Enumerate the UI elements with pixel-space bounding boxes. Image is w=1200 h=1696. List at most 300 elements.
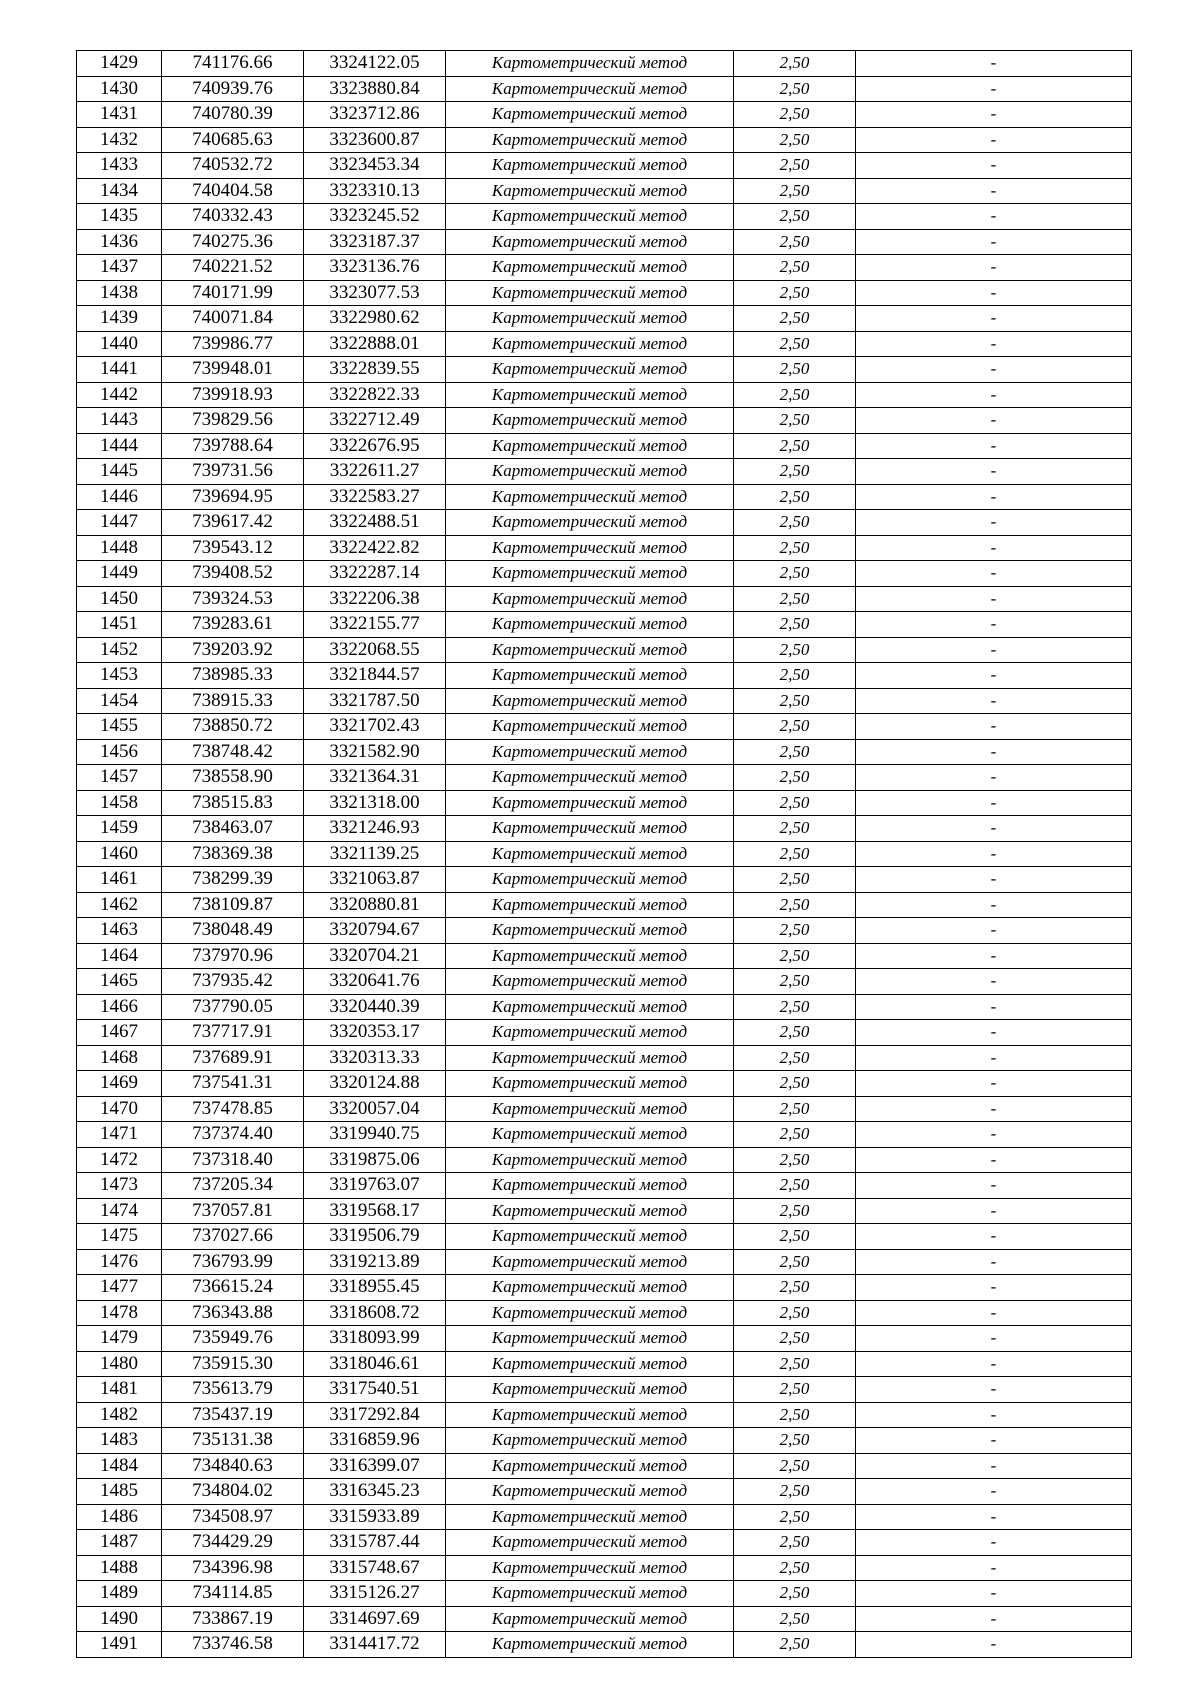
method-cell: Картометрический метод bbox=[446, 1377, 734, 1403]
y-coordinate-cell: 3323245.52 bbox=[304, 204, 446, 230]
point-number-cell: 1446 bbox=[77, 484, 162, 510]
point-number-cell: 1455 bbox=[77, 714, 162, 740]
description-cell: - bbox=[856, 459, 1132, 485]
accuracy-cell: 2,50 bbox=[734, 76, 856, 102]
description-cell: - bbox=[856, 433, 1132, 459]
accuracy-cell: 2,50 bbox=[734, 1351, 856, 1377]
point-number-cell: 1481 bbox=[77, 1377, 162, 1403]
y-coordinate-cell: 3322676.95 bbox=[304, 433, 446, 459]
description-cell: - bbox=[856, 1045, 1132, 1071]
table-row bbox=[77, 994, 1132, 1020]
point-number-cell: 1434 bbox=[77, 178, 162, 204]
point-number-cell: 1450 bbox=[77, 586, 162, 612]
description-cell: - bbox=[856, 484, 1132, 510]
y-coordinate-cell: 3319763.07 bbox=[304, 1173, 446, 1199]
y-coordinate-cell: 3324122.05 bbox=[304, 51, 446, 77]
x-coordinate-cell: 734508.97 bbox=[162, 1504, 304, 1530]
table-row bbox=[77, 102, 1132, 128]
description-cell: - bbox=[856, 1096, 1132, 1122]
accuracy-cell: 2,50 bbox=[734, 1020, 856, 1046]
point-number-cell: 1484 bbox=[77, 1453, 162, 1479]
y-coordinate-cell: 3319568.17 bbox=[304, 1198, 446, 1224]
y-coordinate-cell: 3316859.96 bbox=[304, 1428, 446, 1454]
point-number-cell: 1432 bbox=[77, 127, 162, 153]
x-coordinate-cell: 737205.34 bbox=[162, 1173, 304, 1199]
accuracy-cell: 2,50 bbox=[734, 765, 856, 791]
description-cell: - bbox=[856, 1428, 1132, 1454]
method-cell: Картометрический метод bbox=[446, 204, 734, 230]
method-cell: Картометрический метод bbox=[446, 969, 734, 995]
y-coordinate-cell: 3319875.06 bbox=[304, 1147, 446, 1173]
accuracy-cell: 2,50 bbox=[734, 510, 856, 536]
table-row bbox=[77, 943, 1132, 969]
table-row bbox=[77, 918, 1132, 944]
description-cell: - bbox=[856, 612, 1132, 638]
y-coordinate-cell: 3321702.43 bbox=[304, 714, 446, 740]
point-number-cell: 1456 bbox=[77, 739, 162, 765]
description-cell: - bbox=[856, 688, 1132, 714]
y-coordinate-cell: 3321364.31 bbox=[304, 765, 446, 791]
accuracy-cell: 2,50 bbox=[734, 1377, 856, 1403]
method-cell: Картометрический метод bbox=[446, 612, 734, 638]
x-coordinate-cell: 737935.42 bbox=[162, 969, 304, 995]
description-cell: - bbox=[856, 1071, 1132, 1097]
method-cell: Картометрический метод bbox=[446, 357, 734, 383]
description-cell: - bbox=[856, 867, 1132, 893]
method-cell: Картометрический метод bbox=[446, 1581, 734, 1607]
x-coordinate-cell: 737717.91 bbox=[162, 1020, 304, 1046]
accuracy-cell: 2,50 bbox=[734, 280, 856, 306]
accuracy-cell: 2,50 bbox=[734, 178, 856, 204]
description-cell: - bbox=[856, 1632, 1132, 1658]
point-number-cell: 1491 bbox=[77, 1632, 162, 1658]
method-cell: Картометрический метод bbox=[446, 1198, 734, 1224]
method-cell: Картометрический метод bbox=[446, 1122, 734, 1148]
method-cell: Картометрический метод bbox=[446, 1173, 734, 1199]
accuracy-cell: 2,50 bbox=[734, 459, 856, 485]
point-number-cell: 1453 bbox=[77, 663, 162, 689]
method-cell: Картометрический метод bbox=[446, 714, 734, 740]
y-coordinate-cell: 3320641.76 bbox=[304, 969, 446, 995]
method-cell: Картометрический метод bbox=[446, 1275, 734, 1301]
description-cell: - bbox=[856, 1504, 1132, 1530]
y-coordinate-cell: 3321844.57 bbox=[304, 663, 446, 689]
table-row bbox=[77, 969, 1132, 995]
method-cell: Картометрический метод bbox=[446, 306, 734, 332]
table-row bbox=[77, 408, 1132, 434]
table-row bbox=[77, 331, 1132, 357]
point-number-cell: 1461 bbox=[77, 867, 162, 893]
table-row bbox=[77, 535, 1132, 561]
y-coordinate-cell: 3321787.50 bbox=[304, 688, 446, 714]
method-cell: Картометрический метод bbox=[446, 586, 734, 612]
table-row bbox=[77, 663, 1132, 689]
accuracy-cell: 2,50 bbox=[734, 1504, 856, 1530]
method-cell: Картометрический метод bbox=[446, 255, 734, 281]
table-row bbox=[77, 1224, 1132, 1250]
accuracy-cell: 2,50 bbox=[734, 1300, 856, 1326]
point-number-cell: 1433 bbox=[77, 153, 162, 179]
point-number-cell: 1477 bbox=[77, 1275, 162, 1301]
point-number-cell: 1431 bbox=[77, 102, 162, 128]
x-coordinate-cell: 738850.72 bbox=[162, 714, 304, 740]
method-cell: Картометрический метод bbox=[446, 459, 734, 485]
table-row bbox=[77, 867, 1132, 893]
point-number-cell: 1442 bbox=[77, 382, 162, 408]
point-number-cell: 1451 bbox=[77, 612, 162, 638]
y-coordinate-cell: 3318955.45 bbox=[304, 1275, 446, 1301]
accuracy-cell: 2,50 bbox=[734, 306, 856, 332]
accuracy-cell: 2,50 bbox=[734, 331, 856, 357]
method-cell: Картометрический метод bbox=[446, 1045, 734, 1071]
point-number-cell: 1443 bbox=[77, 408, 162, 434]
table-row bbox=[77, 1096, 1132, 1122]
table-row bbox=[77, 510, 1132, 536]
y-coordinate-cell: 3323077.53 bbox=[304, 280, 446, 306]
x-coordinate-cell: 738985.33 bbox=[162, 663, 304, 689]
description-cell: - bbox=[856, 1020, 1132, 1046]
point-number-cell: 1441 bbox=[77, 357, 162, 383]
table-row bbox=[77, 433, 1132, 459]
y-coordinate-cell: 3322839.55 bbox=[304, 357, 446, 383]
point-number-cell: 1448 bbox=[77, 535, 162, 561]
table-row bbox=[77, 688, 1132, 714]
point-number-cell: 1486 bbox=[77, 1504, 162, 1530]
y-coordinate-cell: 3316399.07 bbox=[304, 1453, 446, 1479]
point-number-cell: 1479 bbox=[77, 1326, 162, 1352]
accuracy-cell: 2,50 bbox=[734, 1632, 856, 1658]
table-row bbox=[77, 1581, 1132, 1607]
y-coordinate-cell: 3317540.51 bbox=[304, 1377, 446, 1403]
description-cell: - bbox=[856, 1555, 1132, 1581]
method-cell: Картометрический метод bbox=[446, 1249, 734, 1275]
method-cell: Картометрический метод bbox=[446, 1479, 734, 1505]
table-row bbox=[77, 306, 1132, 332]
x-coordinate-cell: 739283.61 bbox=[162, 612, 304, 638]
x-coordinate-cell: 739408.52 bbox=[162, 561, 304, 587]
y-coordinate-cell: 3317292.84 bbox=[304, 1402, 446, 1428]
table-row bbox=[77, 816, 1132, 842]
accuracy-cell: 2,50 bbox=[734, 1275, 856, 1301]
y-coordinate-cell: 3322488.51 bbox=[304, 510, 446, 536]
method-cell: Картометрический метод bbox=[446, 382, 734, 408]
point-number-cell: 1480 bbox=[77, 1351, 162, 1377]
x-coordinate-cell: 737478.85 bbox=[162, 1096, 304, 1122]
method-cell: Картометрический метод bbox=[446, 1300, 734, 1326]
table-row bbox=[77, 204, 1132, 230]
point-number-cell: 1457 bbox=[77, 765, 162, 791]
accuracy-cell: 2,50 bbox=[734, 1581, 856, 1607]
accuracy-cell: 2,50 bbox=[734, 255, 856, 281]
accuracy-cell: 2,50 bbox=[734, 663, 856, 689]
table-row bbox=[77, 229, 1132, 255]
point-number-cell: 1488 bbox=[77, 1555, 162, 1581]
coordinates-table bbox=[76, 50, 1132, 1658]
point-number-cell: 1474 bbox=[77, 1198, 162, 1224]
accuracy-cell: 2,50 bbox=[734, 102, 856, 128]
method-cell: Картометрический метод bbox=[446, 1147, 734, 1173]
description-cell: - bbox=[856, 1122, 1132, 1148]
x-coordinate-cell: 736793.99 bbox=[162, 1249, 304, 1275]
x-coordinate-cell: 736343.88 bbox=[162, 1300, 304, 1326]
accuracy-cell: 2,50 bbox=[734, 1402, 856, 1428]
x-coordinate-cell: 738048.49 bbox=[162, 918, 304, 944]
accuracy-cell: 2,50 bbox=[734, 714, 856, 740]
point-number-cell: 1458 bbox=[77, 790, 162, 816]
method-cell: Картометрический метод bbox=[446, 1555, 734, 1581]
x-coordinate-cell: 738463.07 bbox=[162, 816, 304, 842]
method-cell: Картометрический метод bbox=[446, 637, 734, 663]
description-cell: - bbox=[856, 382, 1132, 408]
description-cell: - bbox=[856, 790, 1132, 816]
accuracy-cell: 2,50 bbox=[734, 1530, 856, 1556]
y-coordinate-cell: 3319213.89 bbox=[304, 1249, 446, 1275]
accuracy-cell: 2,50 bbox=[734, 816, 856, 842]
x-coordinate-cell: 734114.85 bbox=[162, 1581, 304, 1607]
table-row bbox=[77, 484, 1132, 510]
accuracy-cell: 2,50 bbox=[734, 1606, 856, 1632]
x-coordinate-cell: 739829.56 bbox=[162, 408, 304, 434]
y-coordinate-cell: 3321139.25 bbox=[304, 841, 446, 867]
method-cell: Картометрический метод bbox=[446, 816, 734, 842]
y-coordinate-cell: 3322155.77 bbox=[304, 612, 446, 638]
x-coordinate-cell: 737027.66 bbox=[162, 1224, 304, 1250]
y-coordinate-cell: 3315787.44 bbox=[304, 1530, 446, 1556]
description-cell: - bbox=[856, 994, 1132, 1020]
description-cell: - bbox=[856, 76, 1132, 102]
table-row bbox=[77, 76, 1132, 102]
description-cell: - bbox=[856, 102, 1132, 128]
y-coordinate-cell: 3321063.87 bbox=[304, 867, 446, 893]
x-coordinate-cell: 735915.30 bbox=[162, 1351, 304, 1377]
point-number-cell: 1482 bbox=[77, 1402, 162, 1428]
table-row bbox=[77, 1020, 1132, 1046]
description-cell: - bbox=[856, 510, 1132, 536]
x-coordinate-cell: 735437.19 bbox=[162, 1402, 304, 1428]
point-number-cell: 1487 bbox=[77, 1530, 162, 1556]
table-row bbox=[77, 255, 1132, 281]
table-row bbox=[77, 1122, 1132, 1148]
description-cell: - bbox=[856, 1581, 1132, 1607]
table-row bbox=[77, 1504, 1132, 1530]
description-cell: - bbox=[856, 229, 1132, 255]
x-coordinate-cell: 734396.98 bbox=[162, 1555, 304, 1581]
table-row bbox=[77, 586, 1132, 612]
x-coordinate-cell: 740171.99 bbox=[162, 280, 304, 306]
description-cell: - bbox=[856, 969, 1132, 995]
table-row bbox=[77, 561, 1132, 587]
point-number-cell: 1465 bbox=[77, 969, 162, 995]
table-row bbox=[77, 637, 1132, 663]
point-number-cell: 1471 bbox=[77, 1122, 162, 1148]
x-coordinate-cell: 740221.52 bbox=[162, 255, 304, 281]
description-cell: - bbox=[856, 535, 1132, 561]
y-coordinate-cell: 3314697.69 bbox=[304, 1606, 446, 1632]
method-cell: Картометрический метод bbox=[446, 153, 734, 179]
accuracy-cell: 2,50 bbox=[734, 1071, 856, 1097]
accuracy-cell: 2,50 bbox=[734, 637, 856, 663]
x-coordinate-cell: 739617.42 bbox=[162, 510, 304, 536]
description-cell: - bbox=[856, 765, 1132, 791]
description-cell: - bbox=[856, 1351, 1132, 1377]
table-row bbox=[77, 1198, 1132, 1224]
point-number-cell: 1447 bbox=[77, 510, 162, 536]
point-number-cell: 1445 bbox=[77, 459, 162, 485]
accuracy-cell: 2,50 bbox=[734, 892, 856, 918]
y-coordinate-cell: 3321318.00 bbox=[304, 790, 446, 816]
description-cell: - bbox=[856, 1479, 1132, 1505]
method-cell: Картометрический метод bbox=[446, 918, 734, 944]
accuracy-cell: 2,50 bbox=[734, 357, 856, 383]
accuracy-cell: 2,50 bbox=[734, 994, 856, 1020]
x-coordinate-cell: 733867.19 bbox=[162, 1606, 304, 1632]
description-cell: - bbox=[856, 153, 1132, 179]
accuracy-cell: 2,50 bbox=[734, 1122, 856, 1148]
x-coordinate-cell: 739731.56 bbox=[162, 459, 304, 485]
point-number-cell: 1485 bbox=[77, 1479, 162, 1505]
table-row bbox=[77, 612, 1132, 638]
x-coordinate-cell: 738515.83 bbox=[162, 790, 304, 816]
table-row bbox=[77, 1428, 1132, 1454]
x-coordinate-cell: 740939.76 bbox=[162, 76, 304, 102]
y-coordinate-cell: 3322888.01 bbox=[304, 331, 446, 357]
coordinates-table-body bbox=[77, 51, 1132, 1658]
point-number-cell: 1463 bbox=[77, 918, 162, 944]
method-cell: Картометрический метод bbox=[446, 280, 734, 306]
accuracy-cell: 2,50 bbox=[734, 739, 856, 765]
point-number-cell: 1437 bbox=[77, 255, 162, 281]
point-number-cell: 1454 bbox=[77, 688, 162, 714]
y-coordinate-cell: 3320440.39 bbox=[304, 994, 446, 1020]
point-number-cell: 1490 bbox=[77, 1606, 162, 1632]
table-row bbox=[77, 765, 1132, 791]
method-cell: Картометрический метод bbox=[446, 765, 734, 791]
y-coordinate-cell: 3320794.67 bbox=[304, 918, 446, 944]
table-row bbox=[77, 1071, 1132, 1097]
point-number-cell: 1438 bbox=[77, 280, 162, 306]
accuracy-cell: 2,50 bbox=[734, 408, 856, 434]
point-number-cell: 1460 bbox=[77, 841, 162, 867]
x-coordinate-cell: 738109.87 bbox=[162, 892, 304, 918]
description-cell: - bbox=[856, 1300, 1132, 1326]
method-cell: Картометрический метод bbox=[446, 535, 734, 561]
table-row bbox=[77, 1479, 1132, 1505]
description-cell: - bbox=[856, 714, 1132, 740]
description-cell: - bbox=[856, 816, 1132, 842]
point-number-cell: 1429 bbox=[77, 51, 162, 77]
point-number-cell: 1435 bbox=[77, 204, 162, 230]
x-coordinate-cell: 739948.01 bbox=[162, 357, 304, 383]
y-coordinate-cell: 3323310.13 bbox=[304, 178, 446, 204]
table-row bbox=[77, 1555, 1132, 1581]
point-number-cell: 1468 bbox=[77, 1045, 162, 1071]
x-coordinate-cell: 735949.76 bbox=[162, 1326, 304, 1352]
accuracy-cell: 2,50 bbox=[734, 1198, 856, 1224]
description-cell: - bbox=[856, 306, 1132, 332]
point-number-cell: 1467 bbox=[77, 1020, 162, 1046]
method-cell: Картометрический метод bbox=[446, 51, 734, 77]
method-cell: Картометрический метод bbox=[446, 867, 734, 893]
table-row bbox=[77, 1377, 1132, 1403]
point-number-cell: 1452 bbox=[77, 637, 162, 663]
description-cell: - bbox=[856, 331, 1132, 357]
method-cell: Картометрический метод bbox=[446, 229, 734, 255]
description-cell: - bbox=[856, 739, 1132, 765]
method-cell: Картометрический метод bbox=[446, 1453, 734, 1479]
table-row bbox=[77, 714, 1132, 740]
method-cell: Картометрический метод bbox=[446, 1606, 734, 1632]
point-number-cell: 1464 bbox=[77, 943, 162, 969]
description-cell: - bbox=[856, 51, 1132, 77]
y-coordinate-cell: 3319940.75 bbox=[304, 1122, 446, 1148]
table-row bbox=[77, 1300, 1132, 1326]
x-coordinate-cell: 738369.38 bbox=[162, 841, 304, 867]
description-cell: - bbox=[856, 1249, 1132, 1275]
point-number-cell: 1472 bbox=[77, 1147, 162, 1173]
point-number-cell: 1459 bbox=[77, 816, 162, 842]
x-coordinate-cell: 737689.91 bbox=[162, 1045, 304, 1071]
y-coordinate-cell: 3322611.27 bbox=[304, 459, 446, 485]
table-row bbox=[77, 1249, 1132, 1275]
x-coordinate-cell: 735613.79 bbox=[162, 1377, 304, 1403]
y-coordinate-cell: 3323712.86 bbox=[304, 102, 446, 128]
description-cell: - bbox=[856, 586, 1132, 612]
y-coordinate-cell: 3322068.55 bbox=[304, 637, 446, 663]
point-number-cell: 1489 bbox=[77, 1581, 162, 1607]
x-coordinate-cell: 738748.42 bbox=[162, 739, 304, 765]
accuracy-cell: 2,50 bbox=[734, 127, 856, 153]
table-row bbox=[77, 178, 1132, 204]
table-row bbox=[77, 1606, 1132, 1632]
x-coordinate-cell: 739986.77 bbox=[162, 331, 304, 357]
point-number-cell: 1436 bbox=[77, 229, 162, 255]
accuracy-cell: 2,50 bbox=[734, 51, 856, 77]
description-cell: - bbox=[856, 357, 1132, 383]
accuracy-cell: 2,50 bbox=[734, 612, 856, 638]
accuracy-cell: 2,50 bbox=[734, 918, 856, 944]
y-coordinate-cell: 3318608.72 bbox=[304, 1300, 446, 1326]
x-coordinate-cell: 740275.36 bbox=[162, 229, 304, 255]
y-coordinate-cell: 3322206.38 bbox=[304, 586, 446, 612]
x-coordinate-cell: 740332.43 bbox=[162, 204, 304, 230]
x-coordinate-cell: 733746.58 bbox=[162, 1632, 304, 1658]
description-cell: - bbox=[856, 1224, 1132, 1250]
accuracy-cell: 2,50 bbox=[734, 1479, 856, 1505]
table-row bbox=[77, 1632, 1132, 1658]
y-coordinate-cell: 3320880.81 bbox=[304, 892, 446, 918]
table-row bbox=[77, 1326, 1132, 1352]
table-row bbox=[77, 1453, 1132, 1479]
description-cell: - bbox=[856, 255, 1132, 281]
x-coordinate-cell: 739788.64 bbox=[162, 433, 304, 459]
accuracy-cell: 2,50 bbox=[734, 561, 856, 587]
y-coordinate-cell: 3316345.23 bbox=[304, 1479, 446, 1505]
description-cell: - bbox=[856, 127, 1132, 153]
table-row bbox=[77, 280, 1132, 306]
method-cell: Картометрический метод bbox=[446, 994, 734, 1020]
point-number-cell: 1483 bbox=[77, 1428, 162, 1454]
y-coordinate-cell: 3321582.90 bbox=[304, 739, 446, 765]
point-number-cell: 1440 bbox=[77, 331, 162, 357]
description-cell: - bbox=[856, 1377, 1132, 1403]
accuracy-cell: 2,50 bbox=[734, 790, 856, 816]
description-cell: - bbox=[856, 204, 1132, 230]
x-coordinate-cell: 737057.81 bbox=[162, 1198, 304, 1224]
table-row bbox=[77, 382, 1132, 408]
method-cell: Картометрический метод bbox=[446, 1351, 734, 1377]
x-coordinate-cell: 737318.40 bbox=[162, 1147, 304, 1173]
description-cell: - bbox=[856, 637, 1132, 663]
